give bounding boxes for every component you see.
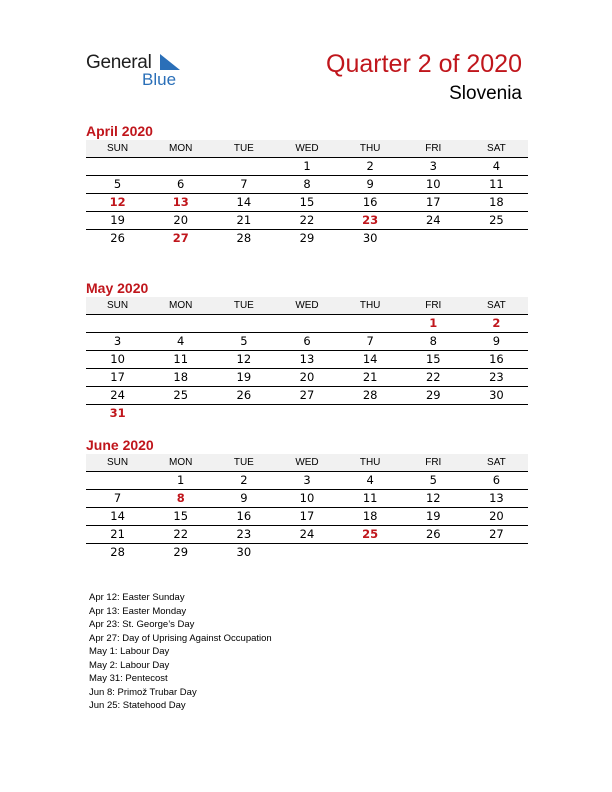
day-cell: 5 <box>113 177 122 191</box>
day-cell: 7 <box>240 177 248 191</box>
day-cell <box>275 405 338 422</box>
day-cell: 9 <box>240 491 248 505</box>
weekday-label: FRI <box>425 457 442 468</box>
day-cell: 21 <box>362 370 378 384</box>
day-cell: 26 <box>425 527 441 541</box>
holiday-note: Apr 12: Easter Sunday <box>89 592 185 603</box>
day-cell: 30 <box>489 388 504 402</box>
day-cell <box>212 158 275 175</box>
day-cell: 6 <box>177 177 185 191</box>
holiday-note: Apr 13: Easter Monday <box>89 605 187 617</box>
day-cell <box>275 544 338 561</box>
holiday-day-cell: 23 <box>362 213 379 227</box>
day-cell: 22 <box>173 527 189 541</box>
month-calendar <box>86 436 528 561</box>
day-cell: 28 <box>236 231 252 245</box>
day-cell: 16 <box>489 352 504 366</box>
day-cell <box>465 544 528 561</box>
month-calendar <box>86 122 528 247</box>
day-cell: 24 <box>299 527 315 541</box>
week-row <box>86 157 528 176</box>
day-cell: 4 <box>177 334 185 348</box>
week-row <box>86 387 528 405</box>
week-row <box>86 333 528 351</box>
holiday-day-cell: 31 <box>109 406 126 420</box>
month-title: April 2020 <box>86 123 153 139</box>
country-name: Slovenia <box>449 83 522 104</box>
day-cell: 15 <box>299 195 315 209</box>
day-cell <box>402 230 465 247</box>
week-row <box>86 351 528 369</box>
day-cell: 8 <box>303 177 311 191</box>
day-cell: 17 <box>425 195 441 209</box>
day-cell: 3 <box>429 159 437 173</box>
day-cell: 29 <box>299 231 315 245</box>
holiday-day-cell: 25 <box>362 527 379 541</box>
day-cell: 8 <box>429 334 437 348</box>
day-cell <box>339 405 402 422</box>
day-cell: 26 <box>110 231 125 245</box>
day-cell: 12 <box>236 352 252 366</box>
day-cell: 11 <box>362 491 378 505</box>
week-row <box>86 212 528 230</box>
day-cell <box>149 158 212 175</box>
day-cell <box>275 315 338 332</box>
week-row <box>86 369 528 387</box>
week-row <box>86 314 528 333</box>
day-cell: 25 <box>173 388 189 402</box>
day-cell <box>212 315 275 332</box>
weekday-label: MON <box>169 457 193 468</box>
holiday-note: May 1: Labour Day <box>89 646 170 657</box>
day-cell: 15 <box>173 509 189 523</box>
day-cell: 9 <box>492 334 501 348</box>
day-cell: 18 <box>489 195 504 209</box>
week-row <box>86 490 528 508</box>
day-cell <box>149 405 212 422</box>
day-cell: 16 <box>236 509 252 523</box>
day-cell: 1 <box>177 473 185 487</box>
holiday-day-cell: 12 <box>109 195 126 209</box>
day-cell: 27 <box>489 527 504 541</box>
day-cell: 17 <box>299 509 315 523</box>
day-cell: 3 <box>113 334 122 348</box>
day-cell: 24 <box>425 213 441 227</box>
weekday-label: SAT <box>487 143 506 154</box>
week-row <box>86 194 528 212</box>
weekday-label: TUE <box>233 457 254 468</box>
weekday-label: TUE <box>233 143 254 154</box>
day-cell: 24 <box>110 388 125 402</box>
day-cell <box>149 315 212 332</box>
day-cell: 29 <box>173 545 189 559</box>
day-cell: 2 <box>366 159 374 173</box>
weekday-header <box>86 297 528 314</box>
day-cell: 20 <box>173 213 189 227</box>
day-cell: 25 <box>489 213 504 227</box>
weekday-label: TUE <box>233 300 254 311</box>
holiday-day-cell: 2 <box>492 316 501 330</box>
week-row <box>86 405 528 422</box>
day-cell <box>212 405 275 422</box>
day-cell <box>465 230 528 247</box>
month-title: June 2020 <box>86 437 154 453</box>
generalblue-logo <box>86 50 196 90</box>
day-cell <box>402 544 465 561</box>
day-cell <box>465 405 528 422</box>
day-cell: 10 <box>299 491 315 505</box>
day-cell: 23 <box>236 527 252 541</box>
day-cell: 26 <box>236 388 252 402</box>
weekday-label: WED <box>295 457 319 468</box>
holiday-day-cell: 8 <box>176 491 185 505</box>
day-cell <box>86 315 149 332</box>
weekday-label: WED <box>295 300 319 311</box>
day-cell: 7 <box>113 491 122 505</box>
day-cell: 17 <box>110 370 125 384</box>
day-cell: 13 <box>299 352 315 366</box>
week-row <box>86 176 528 194</box>
week-row <box>86 508 528 526</box>
weekday-label: MON <box>169 143 193 154</box>
day-cell: 3 <box>303 473 311 487</box>
week-row <box>86 471 528 490</box>
day-cell <box>86 472 149 489</box>
holiday-day-cell: 13 <box>172 195 189 209</box>
holiday-note: Jun 8: Primož Trubar Day <box>89 686 197 698</box>
day-cell: 20 <box>299 370 315 384</box>
day-cell: 13 <box>489 491 504 505</box>
day-cell: 27 <box>299 388 315 402</box>
day-cell: 28 <box>110 545 125 559</box>
weekday-label: SUN <box>107 300 129 311</box>
weekday-label: THU <box>359 457 381 468</box>
day-cell: 16 <box>362 195 378 209</box>
day-cell: 30 <box>362 231 378 245</box>
day-cell: 30 <box>236 545 252 559</box>
day-cell: 19 <box>425 509 441 523</box>
day-cell: 22 <box>425 370 441 384</box>
week-row <box>86 230 528 247</box>
day-cell <box>402 405 465 422</box>
page-title: Quarter 2 of 2020 <box>326 50 522 78</box>
day-cell: 4 <box>366 473 374 487</box>
day-cell: 21 <box>110 527 125 541</box>
day-cell: 11 <box>489 177 504 191</box>
weekday-label: SUN <box>107 143 129 154</box>
day-cell: 11 <box>173 352 189 366</box>
day-cell: 22 <box>299 213 315 227</box>
week-row <box>86 526 528 544</box>
day-cell: 4 <box>492 159 501 173</box>
logo-text-blue: Blue <box>142 70 177 89</box>
day-cell: 10 <box>110 352 125 366</box>
day-cell: 19 <box>236 370 252 384</box>
weekday-label: THU <box>359 300 381 311</box>
holiday-note: May 2: Labour Day <box>89 659 170 671</box>
day-cell: 23 <box>489 370 504 384</box>
holiday-day-cell: 27 <box>172 231 189 245</box>
day-cell <box>339 544 402 561</box>
holiday-day-cell: 1 <box>429 316 438 330</box>
logo-text-general: General <box>86 52 152 73</box>
day-cell: 15 <box>425 352 441 366</box>
day-cell: 29 <box>425 388 441 402</box>
weekday-label: SAT <box>487 300 506 311</box>
holiday-note: Apr 27: Day of Uprising Against Occupation <box>89 632 272 644</box>
day-cell: 10 <box>425 177 441 191</box>
day-cell: 9 <box>366 177 374 191</box>
weekday-label: SAT <box>487 457 506 468</box>
holiday-notes <box>89 591 272 713</box>
day-cell: 14 <box>236 195 252 209</box>
holiday-note: Jun 25: Statehood Day <box>89 700 186 711</box>
weekday-header <box>86 140 528 157</box>
day-cell: 19 <box>110 213 125 227</box>
weekday-label: SUN <box>107 457 129 468</box>
day-cell <box>86 158 149 175</box>
day-cell <box>339 315 402 332</box>
weekday-label: WED <box>295 143 319 154</box>
day-cell: 14 <box>110 509 125 523</box>
day-cell: 18 <box>362 509 378 523</box>
day-cell: 7 <box>366 334 374 348</box>
holiday-note: May 31: Pentecost <box>89 673 168 684</box>
day-cell: 12 <box>425 491 441 505</box>
week-row <box>86 544 528 561</box>
day-cell: 6 <box>492 473 501 487</box>
day-cell: 21 <box>236 213 252 227</box>
weekday-label: FRI <box>425 300 442 311</box>
weekday-header <box>86 454 528 471</box>
day-cell: 5 <box>240 334 248 348</box>
day-cell: 20 <box>489 509 504 523</box>
weekday-label: MON <box>169 300 193 311</box>
day-cell: 5 <box>429 473 437 487</box>
day-cell: 18 <box>173 370 189 384</box>
day-cell: 28 <box>362 388 378 402</box>
day-cell: 2 <box>240 473 248 487</box>
month-calendar <box>86 279 528 422</box>
holiday-note: Apr 23: St. George’s Day <box>89 619 195 630</box>
month-title: May 2020 <box>86 280 149 296</box>
logo-triangle-icon <box>160 54 180 70</box>
day-cell: 14 <box>362 352 378 366</box>
weekday-label: FRI <box>425 143 442 154</box>
day-cell: 1 <box>303 159 311 173</box>
day-cell: 6 <box>303 334 311 348</box>
weekday-label: THU <box>359 143 381 154</box>
